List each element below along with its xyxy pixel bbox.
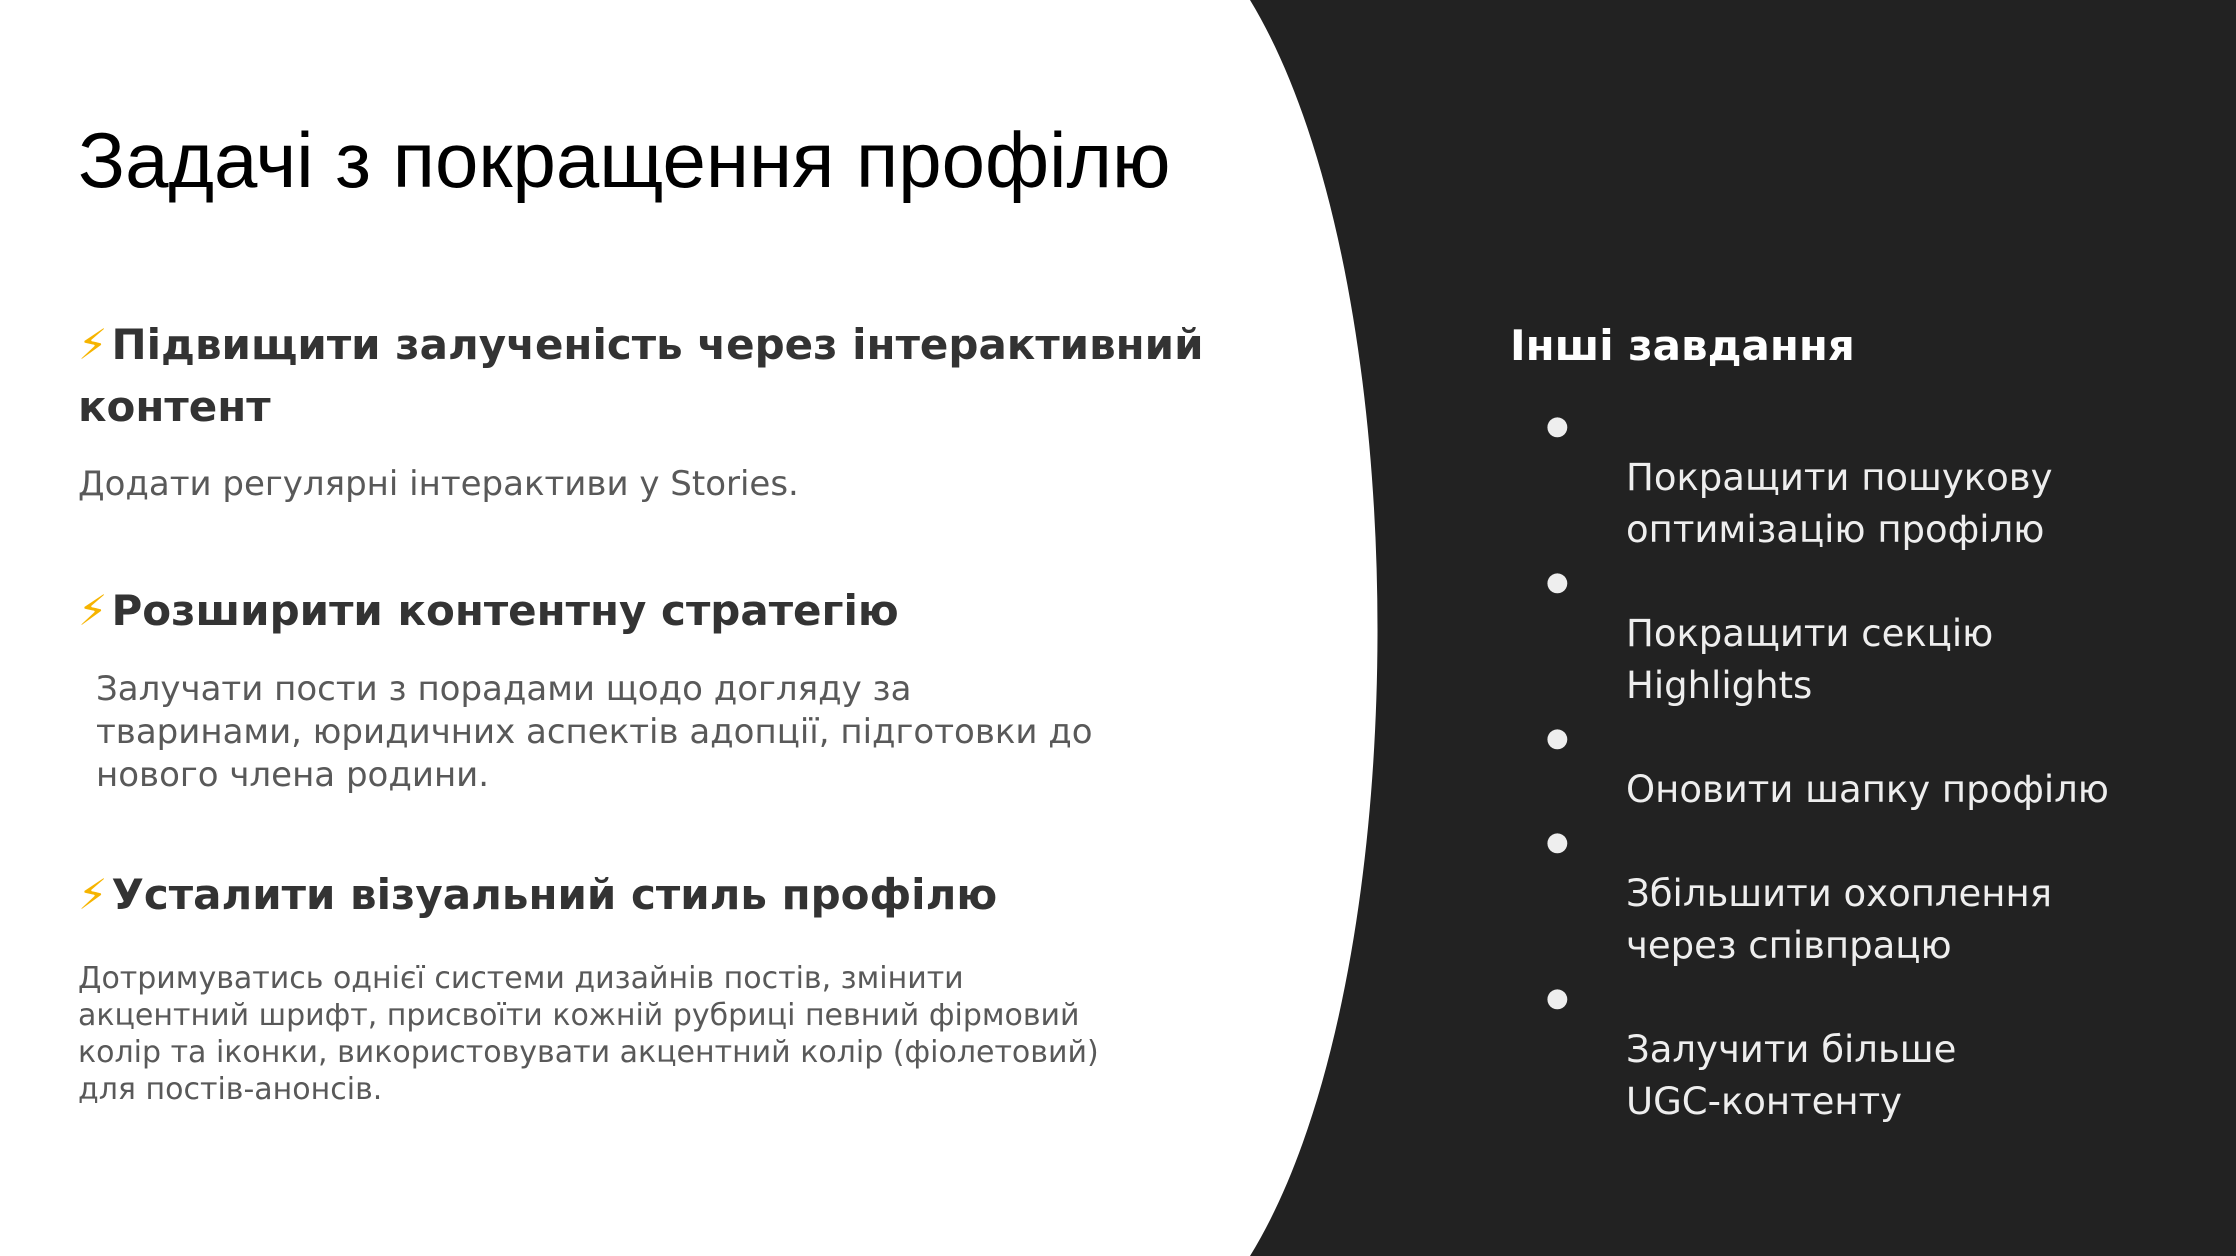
bullet-dot-icon: ● bbox=[1546, 411, 1569, 441]
bullet-dot-icon: ● bbox=[1546, 983, 1569, 1013]
other-tasks-heading: Інші завдання bbox=[1510, 321, 1855, 370]
list-item-text: Покращити секцію Highlights bbox=[1626, 612, 1994, 707]
task-heading-text: Підвищити залученість через інтерактивний контент bbox=[78, 320, 1204, 431]
task-heading-text: Усталити візуальний стиль профілю bbox=[111, 870, 998, 919]
lightning-bolt-icon: ⚡ bbox=[78, 870, 108, 919]
task-description: Додати регулярні інтерактиви у Stories. bbox=[78, 464, 799, 504]
task-heading-text: Розширити контентну стратегію bbox=[111, 586, 899, 635]
other-tasks-panel bbox=[1510, 316, 2200, 1128]
other-tasks-list bbox=[1510, 400, 2200, 1128]
list-item-text: Збільшити охоплення через співпрацю bbox=[1626, 872, 2052, 967]
list-item bbox=[1510, 816, 2200, 972]
list-item bbox=[1510, 556, 2200, 712]
task-block-visual-style bbox=[78, 864, 1258, 1108]
slide-title: Задачі з покращення профілю bbox=[78, 116, 1171, 204]
lightning-bolt-icon: ⚡ bbox=[78, 586, 108, 635]
bullet-dot-icon: ● bbox=[1546, 567, 1569, 597]
list-item-text: Покращити пошукову оптимізацію профілю bbox=[1626, 456, 2053, 551]
list-item bbox=[1510, 400, 2200, 556]
bullet-dot-icon: ● bbox=[1546, 723, 1569, 753]
task-description: Дотримуватись однієї системи дизайнів постів, змінити акцентний шрифт, присвоїти кожній рубриці певний фірмовий колір та іконки, використовувати акцентний колір (фіолетовий) для постів-анонсів. bbox=[78, 961, 1099, 1107]
bullet-dot-icon: ● bbox=[1546, 827, 1569, 857]
task-heading bbox=[78, 580, 1258, 642]
task-description: Залучати пости з порадами щодо догляду за тваринами, юридичних аспектів адопції, підготовки до нового члена родини. bbox=[96, 669, 1093, 795]
lightning-bolt-icon: ⚡ bbox=[78, 320, 108, 369]
list-item-text: Залучити більше UGC-контенту bbox=[1626, 1028, 1957, 1123]
list-item-text: Оновити шапку профілю bbox=[1626, 768, 2109, 811]
task-heading bbox=[78, 314, 1258, 438]
task-block-engagement bbox=[78, 314, 1258, 506]
task-block-content-strategy bbox=[78, 580, 1258, 797]
list-item bbox=[1510, 972, 2200, 1128]
task-heading bbox=[78, 864, 1258, 926]
list-item bbox=[1510, 712, 2200, 816]
